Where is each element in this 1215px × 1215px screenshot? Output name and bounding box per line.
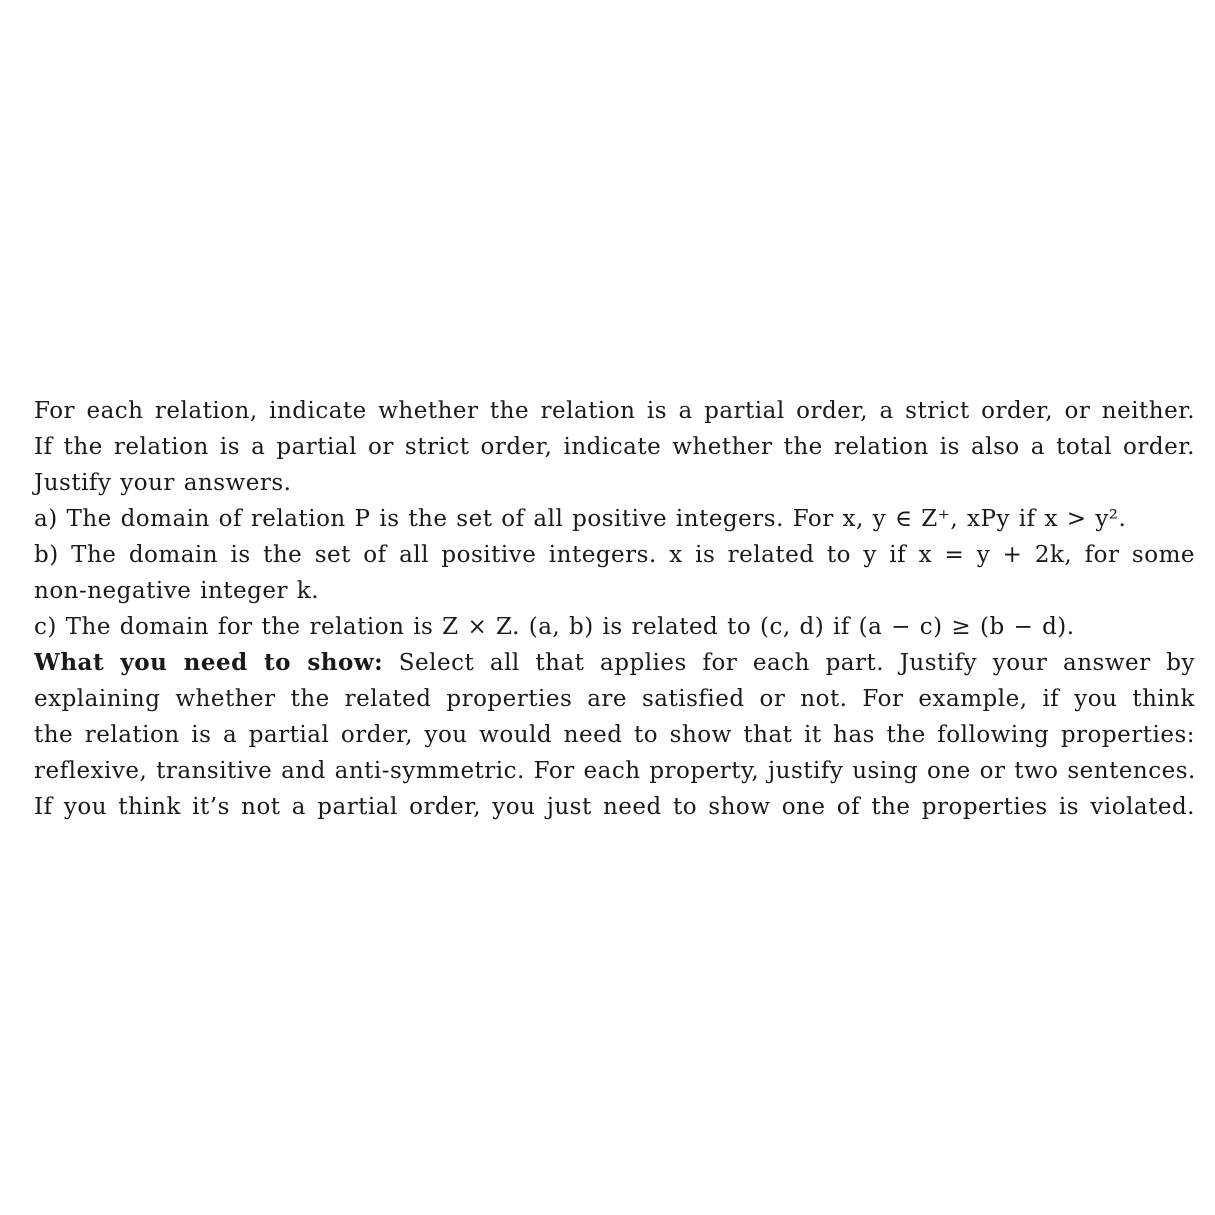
problem-text — [34, 393, 1195, 825]
instructions-line-3: the relation is a partial order, you would need to show that it has the following properties: — [34, 722, 1195, 748]
intro-line-3: Justify your answers. — [34, 470, 292, 496]
part-c: c) The domain for the relation is Z × Z. (a, b) is related to (c, d) if (a − c) ≥ (b − d). — [34, 614, 1075, 640]
instructions-line-1 — [34, 645, 1195, 681]
instructions-line-4: reflexive, transitive and anti-symmetric. For each property, justify using one or two sentences. — [34, 758, 1196, 784]
instructions-line-5: If you think it’s not a partial order, you just need to show one of the properties is violated. — [34, 794, 1195, 820]
part-a: a) The domain of relation P is the set of all positive integers. For x, y ∈ Z⁺, xPy if x > y². — [34, 506, 1127, 532]
intro-line-1: For each relation, indicate whether the relation is a partial order, a strict order, or neither. — [34, 398, 1195, 424]
intro-line-2: If the relation is a partial or strict order, indicate whether the relation is also a total order. — [34, 434, 1195, 460]
instructions-label: What you need to show: — [34, 649, 384, 676]
instructions-line-2: explaining whether the related properties are satisfied or not. For example, if you think — [34, 686, 1195, 712]
part-b-line-1: b) The domain is the set of all positive integers. x is related to y if x = y + 2k, for some — [34, 542, 1195, 568]
part-b-line-2: non-negative integer k. — [34, 578, 320, 604]
instructions-line-1-text: Select all that applies for each part. Justify your answer by — [383, 650, 1195, 676]
